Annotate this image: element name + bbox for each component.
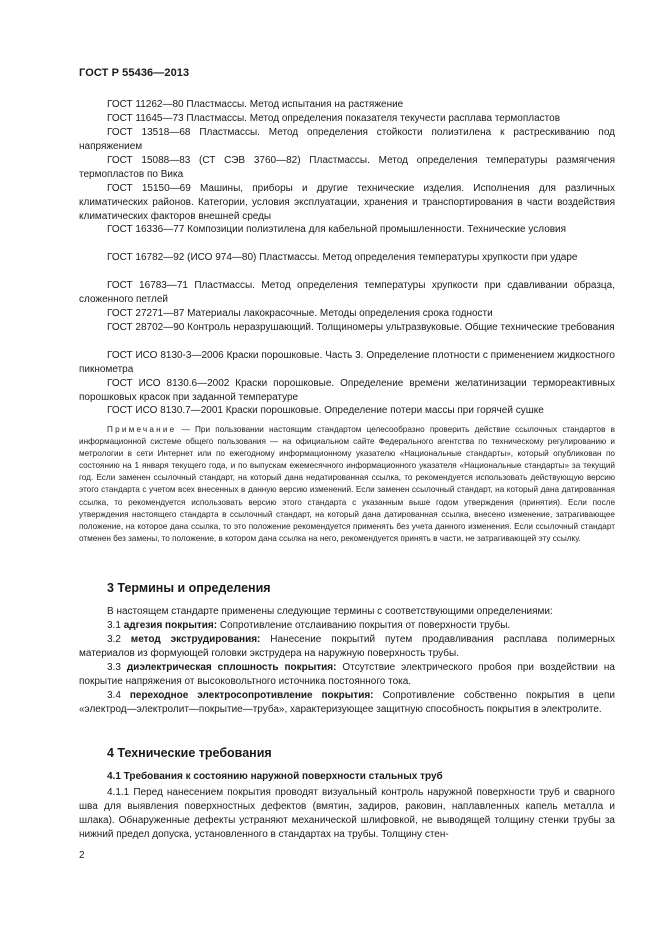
- document-header: ГОСТ Р 55436—2013: [79, 67, 190, 79]
- section-3-heading: 3 Термины и определения: [107, 581, 271, 595]
- term-definition: [79, 689, 615, 717]
- reference-item: ГОСТ 16782—92 (ИСО 974—80) Пластмассы. Метод определения температуры хрупкости при ударе: [107, 252, 578, 263]
- reference-item: ГОСТ 13518—68 Пластмассы. Метод определения стойкости полиэтилена к растрескиванию под напряжением: [79, 127, 615, 153]
- term-name: диэлектрическая сплошность покрытия:: [126, 662, 337, 673]
- reference-item: ГОСТ ИСО 8130.7—2001 Краски порошковые. Определение потери массы при горячей сушке: [107, 405, 544, 416]
- term-name: переходное электросопротивление покрытия:: [129, 690, 374, 701]
- term-text: Сопротивление отслаиванию покрытия от поверхности трубы.: [217, 620, 511, 631]
- reference-item: ГОСТ 15150—69 Машины, приборы и другие технические изделия. Исполнения для различных климатических районов. Категории, условия эксплуатации, хранения и транспортирования в части воздействия климатических факторов внешней среды: [79, 183, 615, 223]
- term-text: Сопротивление собственно покрытия в цепи «электрод—электролит—покрытие—труба», характеризующее защитную способность покрытия в электролите.: [79, 690, 615, 716]
- reference-item: ГОСТ 16336—77 Композиции полиэтилена для кабельной промышленности. Технические условия: [107, 224, 567, 235]
- reference-item: ГОСТ 28702—90 Контроль неразрушающий. Толщиномеры ультразвуковые. Общие технические требования: [107, 322, 615, 333]
- reference-item: ГОСТ 11645—73 Пластмассы. Метод определения показателя текучести расплава термопластов: [107, 113, 561, 124]
- term-text: Отсутствие электрического пробоя при воздействии на покрытие напряжения от высоковольтного источника постоянного тока.: [79, 662, 615, 688]
- term-number: 3.3: [107, 662, 121, 673]
- section-4-heading: 4 Технические требования: [107, 746, 272, 760]
- term-name: адгезия покрытия:: [123, 620, 218, 631]
- section-3-intro: В настоящем стандарте применены следующие термины с соответствующими определениями:: [107, 606, 553, 617]
- reference-item: ГОСТ 16783—71 Пластмассы. Метод определения температуры хрупкости при сдавливании образца, сложенного петлей: [79, 280, 615, 306]
- reference-item: ГОСТ 11262—80 Пластмассы. Метод испытания на растяжение: [107, 99, 404, 110]
- term-name: метод экструдирования:: [130, 634, 261, 645]
- reference-item: ГОСТ 27271—87 Материалы лакокрасочные. Методы определения срока годности: [107, 308, 493, 319]
- term-definition: [79, 661, 615, 689]
- note-label: Примечание: [107, 425, 177, 434]
- reference-item: ГОСТ ИСО 8130.6—2002 Краски порошковые. Определение времени желатинизации термореактивных порошковых красок при заданной температуре: [79, 378, 615, 404]
- term-number: 3.1: [107, 620, 121, 631]
- term-number: 3.2: [107, 634, 121, 645]
- reference-item: ГОСТ 15088—83 (СТ СЭВ 3760—82) Пластмассы. Метод определения температуры размягчения термопластов по Вика: [79, 155, 615, 181]
- reference-item: ГОСТ ИСО 8130-3—2006 Краски порошковые. Часть 3. Определение плотности с применением жидкостного пикнометра: [79, 350, 615, 376]
- term-definition: [79, 633, 615, 661]
- note-text: — При пользовании настоящим стандартом целесообразно проверить действие ссылочных стандартов в информационной системе общего пользования — на официальном сайте Федерального агентства по техническому регулированию и метрологии в сети Интернет или по ежегодному информационному указателю «Национальные стандарты», который опубликован по состоянию на 1 января текущего года, и по выпускам ежемесячного информационного указателя «Национальные стандарты» за текущий год. Если заменен ссылочный стандарт, на который дана недатированная ссылка, то рекомендуется использовать действующую версию этого стандарта с учетом всех внесенных в данную версию изменений. Если заменен ссылочный стандарт, на который дана датированная ссылка, то рекомендуется использовать версию этого стандарта с указанным выше годом утверждения (принятия). Если после утверждения настоящего стандарта в ссылочный стандарт, на который дана датированная ссылка, внесено изменение, затрагивающее положение, на которое дана ссылка, то это положение рекомендуется применять без учета данного изменения. Если ссылочный стандарт отменен без замены, то положение, в котором дана ссылка на него, рекомендуется принять в части, не затрагивающей эту ссылку.: [79, 425, 615, 543]
- term-definition: [79, 619, 615, 633]
- page-number: 2: [79, 850, 85, 861]
- note-paragraph: [79, 424, 615, 545]
- term-text: Нанесение покрытий путем продавливания расплава полимерных материалов из формующей головки экструдера на наружную поверхность трубы.: [79, 634, 616, 660]
- body-paragraph: 4.1.1 Перед нанесением покрытия проводят визуальный контроль наружной поверхности труб и сварного шва для выявления поверхностных дефектов (вмятин, задиров, раковин, наплавленных капель металла и шлака). Обнаруженные дефекты устраняют механической шлифовкой, не выводящей толщину стенки трубы за нижний предел допуска, установленного в стандартах на трубы. Толщину стен-: [79, 787, 615, 841]
- subsection-heading: 4.1 Требования к состоянию наружной поверхности стальных труб: [107, 771, 443, 782]
- term-number: 3.4: [107, 690, 121, 701]
